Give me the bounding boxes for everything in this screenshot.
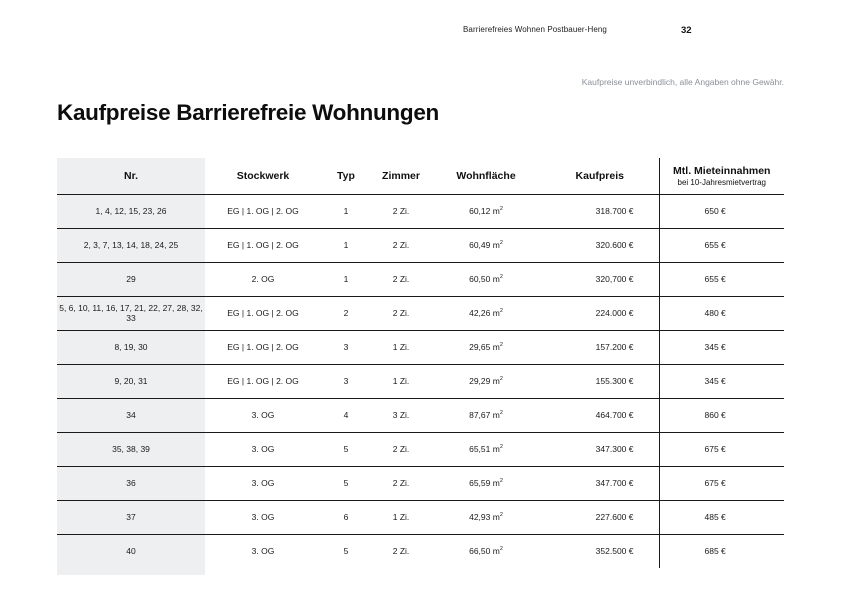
cell-nr: 36 bbox=[57, 466, 205, 500]
area-unit: m bbox=[492, 443, 500, 454]
cell-typ: 2 bbox=[321, 296, 371, 330]
cell-nr: 35, 38, 39 bbox=[57, 432, 205, 466]
cell-stockwerk: 3. OG bbox=[205, 398, 321, 432]
header-kaufpreis: Kaufpreis bbox=[541, 158, 659, 194]
area-unit: m bbox=[492, 341, 500, 352]
cell-wohnflaeche bbox=[431, 534, 541, 568]
cell-stockwerk: 3. OG bbox=[205, 500, 321, 534]
header-stockwerk: Stockwerk bbox=[205, 158, 321, 194]
area-value: 66,50 bbox=[469, 546, 491, 557]
cell-mieteinnahmen: 675 € bbox=[659, 466, 784, 500]
cell-nr: 2, 3, 7, 13, 14, 18, 24, 25 bbox=[57, 228, 205, 262]
cell-mieteinnahmen: 860 € bbox=[659, 398, 784, 432]
cell-wohnflaeche bbox=[431, 466, 541, 500]
area-value: 65,51 bbox=[469, 443, 491, 454]
cell-wohnflaeche bbox=[431, 398, 541, 432]
cell-nr: 1, 4, 12, 15, 23, 26 bbox=[57, 194, 205, 228]
cell-kaufpreis: 352.500 € bbox=[595, 546, 634, 557]
area-unit-exponent: 2 bbox=[499, 444, 503, 451]
cell-typ: 4 bbox=[321, 398, 371, 432]
cell-nr: 9, 20, 31 bbox=[57, 364, 205, 398]
cell-kaufpreis: 227.600 € bbox=[541, 500, 659, 534]
header-zimmer: Zimmer bbox=[371, 158, 431, 194]
area-unit: m bbox=[492, 546, 500, 557]
cell-zimmer: 2 Zi. bbox=[392, 546, 410, 557]
cell-mieteinnahmen: 655 € bbox=[659, 262, 784, 296]
cell-wohnflaeche bbox=[431, 432, 541, 466]
cell-zimmer: 1 Zi. bbox=[371, 330, 431, 364]
area-value: 29,65 bbox=[469, 341, 491, 352]
cell-kaufpreis: 224.000 € bbox=[541, 296, 659, 330]
area-value: 60,49 bbox=[469, 239, 491, 250]
cell-zimmer: 2 Zi. bbox=[371, 262, 431, 296]
cell-stockwerk: EG | 1. OG | 2. OG bbox=[205, 330, 321, 364]
header-mieteinnahmen-sub: bei 10-Jahresmietvertrag bbox=[677, 177, 766, 187]
table-row bbox=[57, 466, 784, 500]
cell-wohnflaeche bbox=[431, 194, 541, 228]
cell-wohnflaeche bbox=[431, 296, 541, 330]
cell-typ: 1 bbox=[321, 262, 371, 296]
area-unit: m bbox=[492, 239, 500, 250]
cell-zimmer: 2 Zi. bbox=[371, 296, 431, 330]
cell-stockwerk: EG | 1. OG | 2. OG bbox=[205, 296, 321, 330]
header-mieteinnahmen-label: Mtl. Mieteinnahmen bbox=[673, 164, 771, 177]
price-table bbox=[57, 158, 784, 568]
cell-wohnflaeche bbox=[431, 364, 541, 398]
cell-wohnflaeche bbox=[431, 500, 541, 534]
header-mieteinnahmen bbox=[659, 158, 784, 194]
area-unit: m bbox=[492, 273, 500, 284]
cell-kaufpreis: 347.300 € bbox=[541, 432, 659, 466]
cell-kaufpreis: 320.600 € bbox=[541, 228, 659, 262]
table-row bbox=[57, 194, 784, 228]
cell-stockwerk: 2. OG bbox=[205, 262, 321, 296]
cell-zimmer: 2 Zi. bbox=[371, 432, 431, 466]
cell-wohnflaeche bbox=[431, 262, 541, 296]
cell-typ: 5 bbox=[321, 466, 371, 500]
cell-mieteinnahmen: 675 € bbox=[659, 432, 784, 466]
cell-kaufpreis: 320,700 € bbox=[541, 262, 659, 296]
table-row bbox=[57, 500, 784, 534]
area-unit-exponent: 2 bbox=[499, 342, 503, 349]
cell-mieteinnahmen: 345 € bbox=[659, 364, 784, 398]
cell-zimmer: 2 Zi. bbox=[371, 194, 431, 228]
area-value: 65,59 bbox=[469, 477, 491, 488]
cell-typ: 3 bbox=[321, 364, 371, 398]
area-unit: m bbox=[492, 375, 500, 386]
cell-mieteinnahmen: 655 € bbox=[659, 228, 784, 262]
table-row bbox=[57, 296, 784, 330]
cell-stockwerk: 3. OG bbox=[251, 546, 275, 557]
area-unit: m bbox=[492, 477, 500, 488]
cell-nr: 29 bbox=[57, 262, 205, 296]
cell-zimmer: 2 Zi. bbox=[371, 228, 431, 262]
cell-zimmer: 1 Zi. bbox=[371, 500, 431, 534]
table-row bbox=[57, 330, 784, 364]
cell-nr: 5, 6, 10, 11, 16, 17, 21, 22, 27, 28, 32, 33 bbox=[57, 296, 205, 330]
area-value: 42,26 bbox=[469, 307, 491, 318]
cell-mieteinnahmen: 685 € bbox=[659, 534, 784, 568]
table-header-row bbox=[57, 158, 784, 194]
header-typ: Typ bbox=[321, 158, 371, 194]
table-row bbox=[57, 228, 784, 262]
table-row bbox=[57, 364, 784, 398]
header-wohnflaeche: Wohnfläche bbox=[431, 158, 541, 194]
cell-wohnflaeche bbox=[431, 228, 541, 262]
cell-stockwerk: 3. OG bbox=[205, 466, 321, 500]
cell-nr: 34 bbox=[57, 398, 205, 432]
table-row bbox=[57, 534, 784, 568]
cell-kaufpreis: 464.700 € bbox=[541, 398, 659, 432]
cell-kaufpreis: 347.700 € bbox=[541, 466, 659, 500]
cell-typ: 1 bbox=[321, 228, 371, 262]
cell-stockwerk: EG | 1. OG | 2. OG bbox=[205, 228, 321, 262]
table-row bbox=[57, 432, 784, 466]
cell-kaufpreis: 155.300 € bbox=[541, 364, 659, 398]
cell-typ: 5 bbox=[321, 432, 371, 466]
area-unit: m bbox=[492, 409, 500, 420]
page-title: Kaufpreise Barrierefreie Wohnungen bbox=[57, 100, 439, 125]
area-unit-exponent: 2 bbox=[499, 308, 503, 315]
area-unit: m bbox=[492, 511, 500, 522]
cell-typ: 1 bbox=[321, 194, 371, 228]
area-unit-exponent: 2 bbox=[499, 274, 503, 281]
area-unit-exponent: 2 bbox=[499, 478, 503, 485]
area-unit-exponent: 2 bbox=[499, 512, 503, 519]
price-disclaimer: Kaufpreise unverbindlich, alle Angaben ohne Gewähr. bbox=[581, 77, 784, 87]
cell-stockwerk: 3. OG bbox=[205, 432, 321, 466]
page-number: 32 bbox=[681, 25, 692, 36]
cell-mieteinnahmen: 345 € bbox=[659, 330, 784, 364]
header-nr: Nr. bbox=[57, 158, 205, 194]
table-row bbox=[57, 262, 784, 296]
cell-zimmer: 3 Zi. bbox=[371, 398, 431, 432]
area-value: 60,12 bbox=[469, 205, 491, 216]
area-value: 29,29 bbox=[469, 375, 491, 386]
area-unit-exponent: 2 bbox=[499, 376, 503, 383]
cell-stockwerk: EG | 1. OG | 2. OG bbox=[205, 364, 321, 398]
area-value: 87,67 bbox=[469, 409, 491, 420]
cell-mieteinnahmen: 485 € bbox=[659, 500, 784, 534]
cell-wohnflaeche bbox=[431, 330, 541, 364]
table-row bbox=[57, 398, 784, 432]
cell-typ: 5 bbox=[343, 546, 349, 557]
area-unit: m bbox=[492, 307, 500, 318]
cell-mieteinnahmen: 650 € bbox=[659, 194, 784, 228]
document-title: Barrierefreies Wohnen Postbauer-Heng bbox=[463, 25, 607, 34]
cell-nr: 37 bbox=[57, 500, 205, 534]
cell-zimmer: 2 Zi. bbox=[371, 466, 431, 500]
cell-zimmer: 1 Zi. bbox=[371, 364, 431, 398]
table-body bbox=[57, 194, 784, 568]
cell-typ: 3 bbox=[321, 330, 371, 364]
cell-stockwerk: EG | 1. OG | 2. OG bbox=[205, 194, 321, 228]
cell-typ: 6 bbox=[321, 500, 371, 534]
area-unit-exponent: 2 bbox=[499, 206, 503, 213]
cell-kaufpreis: 157.200 € bbox=[541, 330, 659, 364]
cell-nr: 40 bbox=[126, 546, 136, 557]
cell-nr: 8, 19, 30 bbox=[57, 330, 205, 364]
area-value: 60,50 bbox=[469, 273, 491, 284]
cell-mieteinnahmen: 480 € bbox=[659, 296, 784, 330]
area-unit-exponent: 2 bbox=[499, 410, 503, 417]
area-unit: m bbox=[492, 205, 500, 216]
area-value: 42,93 bbox=[469, 511, 491, 522]
cell-kaufpreis: 318.700 € bbox=[541, 194, 659, 228]
area-unit-exponent: 2 bbox=[499, 240, 503, 247]
area-unit-exponent: 2 bbox=[499, 546, 503, 553]
